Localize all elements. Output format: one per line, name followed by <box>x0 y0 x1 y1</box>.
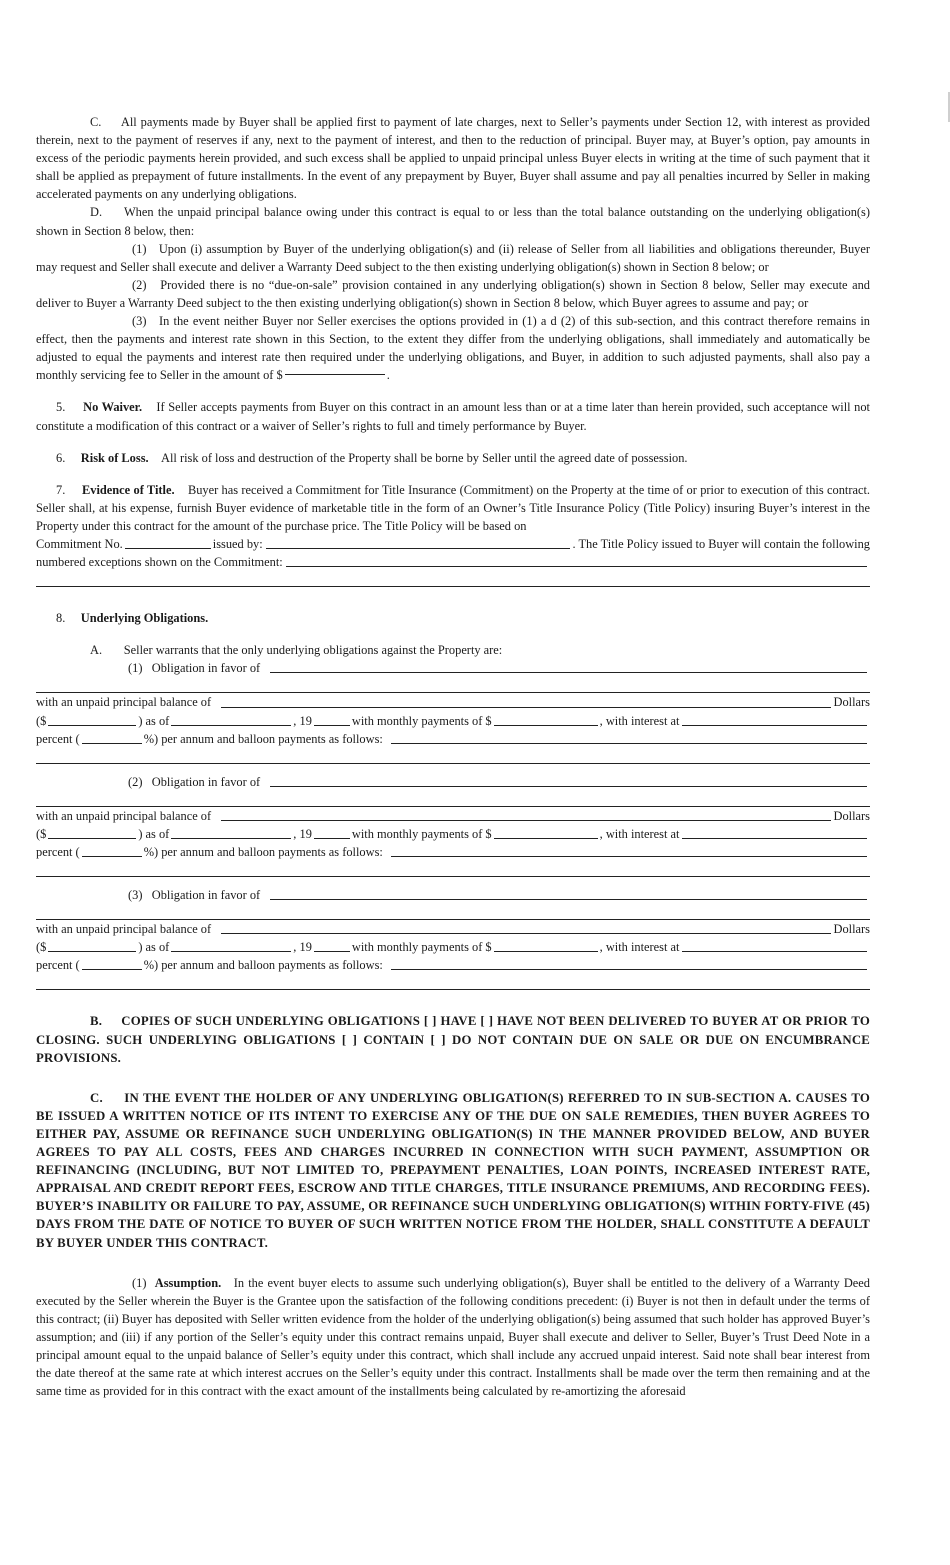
obligation-interest-field[interactable] <box>682 950 867 952</box>
section-5: 5. No Waiver. If Seller accepts payments from Buyer on this contract in an amount less than or at a time later than herein provided, such acceptance will not constitute a modification of this contract or a waiver of Seller’s rights to full and timely performance by Buyer. <box>36 400 870 433</box>
exceptions-continuation-line[interactable] <box>36 571 870 587</box>
obligation-amount-field[interactable] <box>48 950 136 952</box>
obligation-balloon-field[interactable] <box>391 855 867 857</box>
section-8a: A. Seller warrants that the only underlying obligations against the Property are: <box>90 643 503 658</box>
obligation-percent-field[interactable] <box>82 855 142 857</box>
obligation-favor-row: (3) Obligation in favor of <box>36 886 870 904</box>
obligation-interest-field[interactable] <box>682 837 867 839</box>
obligation-favor-continuation[interactable] <box>36 791 870 807</box>
section-7-title: Evidence of Title. <box>81 482 175 497</box>
obligation-date-row: ($ ) as of , 19 with monthly payments of $ , with interest at <box>36 712 870 730</box>
obligation-date-row: ($ ) as of , 19 with monthly payments of $ , with interest at <box>36 825 870 843</box>
obligation-interest-field[interactable] <box>682 724 867 726</box>
obligation-balloon-field[interactable] <box>391 742 867 744</box>
obligation-2 <box>36 773 870 877</box>
obligation-year-field[interactable] <box>314 950 350 952</box>
obligation-favor-field[interactable] <box>270 671 867 673</box>
obligation-favor-row: (1) Obligation in favor of <box>36 659 870 677</box>
section-8c: C. IN THE EVENT THE HOLDER OF ANY UNDERLYING OBLIGATION(S) REFERRED TO IN SUB-SECTION A. CAUSES TO BE ISSUED A WRITTEN NOTICE OF ITS INTENT TO EXERCISE ANY OF THE DUE ON SALE REMEDIES, THEN BUYER AGREES TO EITHER PAY, ASSUME OR REFINANCE SUCH UNDERLYING OBLIGATION(S) IN THE MANNER PROVIDED BELOW, AND BUYER AGREES TO PAY ALL COSTS, FEES AND CHARGES INCURRED IN CONNECTION WITH SUCH PAYMENT, ASSUMPTION OR REFINANCING (INCLUDING, BUT NOT LIMITED TO, PREPAYMENT PENALTIES, LOAN POINTS, INCREASED INTEREST RATE, APPRAISAL AND CREDIT REPORT FEES, ESCROW AND TITLE CHARGES, TITLE INSURANCE PREMIUMS, AND RECORDING FEES). BUYER’S INABILITY OR FAILURE TO PAY, ASSUME, OR REFINANCE SUCH UNDERLYING OBLIGATION(S) WITHIN FORTY-FIVE (45) DAYS FROM THE DATE OF NOTICE TO BUYER OF SUCH WRITTEN NOTICE FROM THE HOLDER, SHALL CONSTITUTE A DEFAULT BY BUYER UNDER THIS CONTRACT. <box>36 1090 870 1250</box>
exceptions-row: numbered exceptions shown on the Commitment: <box>36 553 870 571</box>
exceptions-field[interactable] <box>286 565 867 567</box>
section-4d1: (1) Upon (i) assumption by Buyer of the underlying obligation(s) and (ii) release of Seller from all liabilities and obligations thereunder, Buyer may request and Seller shall execute and deliver a Warranty Deed subject to the then existing underlying obligation(s) shown in Section 8 below; or <box>36 241 870 274</box>
obligation-amount-field[interactable] <box>48 837 136 839</box>
section-4c: C. All payments made by Buyer shall be applied first to payment of late charges, next to Seller’s payments under Section 12, with interest as provided therein, next to the payment of reserves if any, next to the payment of interest, and then to the reduction of principal. Buyer may, at Buyer’s option, pay amounts in excess of the periodic payments herein provided, and such excess shall be applied to unpaid principal unless Buyer elects in writing at the time of such payment that it shall be applied as prepayment of future installments. In the event of any prepayment by Buyer, Buyer shall assume and pay all penalties incurred by Seller in making accelerated payments on any underlying obligations. <box>36 115 870 202</box>
obligation-favor-row: (2) Obligation in favor of <box>36 773 870 791</box>
obligation-favor-continuation[interactable] <box>36 677 870 693</box>
obligation-date-field[interactable] <box>171 950 291 952</box>
obligation-favor-field[interactable] <box>270 898 867 900</box>
obligation-percent-field[interactable] <box>82 742 142 744</box>
commitment-issuer-field[interactable] <box>266 547 570 549</box>
obligation-year-field[interactable] <box>314 837 350 839</box>
contract-body <box>36 113 870 1400</box>
section-4d3: (3) In the event neither Buyer nor Seller exercises the options provided in (1) a d (2) of this sub-section, and this contract therefore remains in effect, then the payments and interest rate shown in this Section, to the extent they differ from the underlying obligations, shall immediately and automatically be adjusted to equal the payments and interest rate then required under the underlying obligations, and Buyer, in addition to such adjusted payments, shall also pay a monthly servicing fee to Seller in the amount of $ . <box>36 314 871 383</box>
obligation-balloon-continuation[interactable] <box>36 974 870 990</box>
section-8-title: Underlying Obligations. <box>80 611 209 626</box>
section-6-title: Risk of Loss. <box>80 450 149 465</box>
obligation-year-field[interactable] <box>314 724 350 726</box>
section-6: 6. Risk of Loss. All risk of loss and destruction of the Property shall be borne by Seller until the agreed date of possession. <box>56 450 688 465</box>
obligation-balance-row: with an unpaid principal balance of Dollars <box>36 695 870 710</box>
obligation-balloon-continuation[interactable] <box>36 748 870 764</box>
obligation-balance-field[interactable] <box>221 819 830 821</box>
section-8b: B. COPIES OF SUCH UNDERLYING OBLIGATIONS [ ] HAVE [ ] HAVE NOT BEEN DELIVERED TO BUYER AT OR PRIOR TO CLOSING. SUCH UNDERLYING OBLIGATIONS [ ] CONTAIN [ ] DO NOT CONTAIN DUE ON SALE OR DUE ON ENCUMBRANCE PROVISIONS. <box>36 1014 871 1065</box>
obligation-balloon-continuation[interactable] <box>36 861 870 877</box>
obligation-monthly-field[interactable] <box>494 724 598 726</box>
section-4d: D. When the unpaid principal balance owing under this contract is equal to or less than the total balance outstanding on the underlying obligation(s) shown in Section 8 below, then: <box>36 205 870 238</box>
obligation-balance-field[interactable] <box>221 706 830 708</box>
obligation-3 <box>36 886 870 990</box>
obligation-monthly-field[interactable] <box>494 837 598 839</box>
obligation-date-row: ($ ) as of , 19 with monthly payments of $ , with interest at <box>36 938 870 956</box>
section-4d2: (2) Provided there is no “due-on-sale” provision contained in any underlying obligation(s) shown in Section 8 below, Seller may execute and deliver to Buyer a Warranty Deed subject to the then existing underlying obligation(s) shown in Section 8 below, which Buyer agrees to assume and pay; or <box>36 277 871 310</box>
section-8c1-title: Assumption. <box>154 1275 222 1290</box>
obligation-1 <box>36 659 870 763</box>
obligation-percent-row: percent ( %) per annum and balloon payments as follows: <box>36 730 870 748</box>
commitment-row: Commitment No. issued by: . The Title Policy issued to Buyer will contain the following <box>36 536 870 551</box>
obligation-monthly-field[interactable] <box>494 950 598 952</box>
section-5-title: No Waiver. <box>83 400 143 415</box>
section-8: 8. Underlying Obligations. <box>56 611 209 626</box>
section-7: 7. Evidence of Title. Buyer has received a Commitment for Title Insurance (Commitment) on the Property at the time of or prior to execution of this contract. Seller shall, at his expense, furnish Buyer evidence of marketable title in the form of an Owner’s Title Insurance Policy (Title Policy) insuring Buyer’s interest in the Property under this contract for the amount of the purchase price. The Title Policy will be based on <box>36 482 871 533</box>
obligation-balance-row: with an unpaid principal balance of Dollars <box>36 808 870 823</box>
obligation-balloon-field[interactable] <box>391 968 867 970</box>
servicing-fee-field[interactable] <box>285 373 385 375</box>
obligation-favor-field[interactable] <box>270 785 867 787</box>
obligation-percent-row: percent ( %) per annum and balloon payments as follows: <box>36 843 870 861</box>
obligation-percent-row: percent ( %) per annum and balloon payments as follows: <box>36 956 870 974</box>
obligation-date-field[interactable] <box>171 837 291 839</box>
obligation-balance-field[interactable] <box>221 932 830 934</box>
obligation-balance-row: with an unpaid principal balance of Dollars <box>36 922 870 937</box>
obligation-favor-continuation[interactable] <box>36 904 870 920</box>
section-8c1: (1) Assumption. In the event buyer elects to assume such underlying obligation(s), Buyer shall be entitled to the delivery of a Warranty Deed executed by the Seller wherein the Buyer is the Grantee upon the satisfaction of the following conditions precedent: (i) Buyer is not then in default under the terms of this contract; (ii) Buyer has deposited with Seller written evidence from the holder of the underlying obligation(s) being assumed that such holder has approved Buyer’s assumption; and (iii) if any portion of the Seller’s equity under this contract remains unpaid, Buyer shall execute and deliver to Seller, Buyer’s Trust Deed Note in a principal amount equal to the unpaid balance of Seller’s equity under this contract, which shall include any accrued unpaid interest. Said note shall bear interest from the date thereof at the same rate at which interest accrues on the Seller’s equity under this contract. Installments shall be made over the term then remaining and at the same time as provided for in this contract with the exact amount of the installments being calculated by re-amortizing the aforesaid <box>36 1275 870 1399</box>
obligation-date-field[interactable] <box>171 724 291 726</box>
obligation-amount-field[interactable] <box>48 724 136 726</box>
commitment-number-field[interactable] <box>125 547 211 549</box>
obligation-percent-field[interactable] <box>82 968 142 970</box>
